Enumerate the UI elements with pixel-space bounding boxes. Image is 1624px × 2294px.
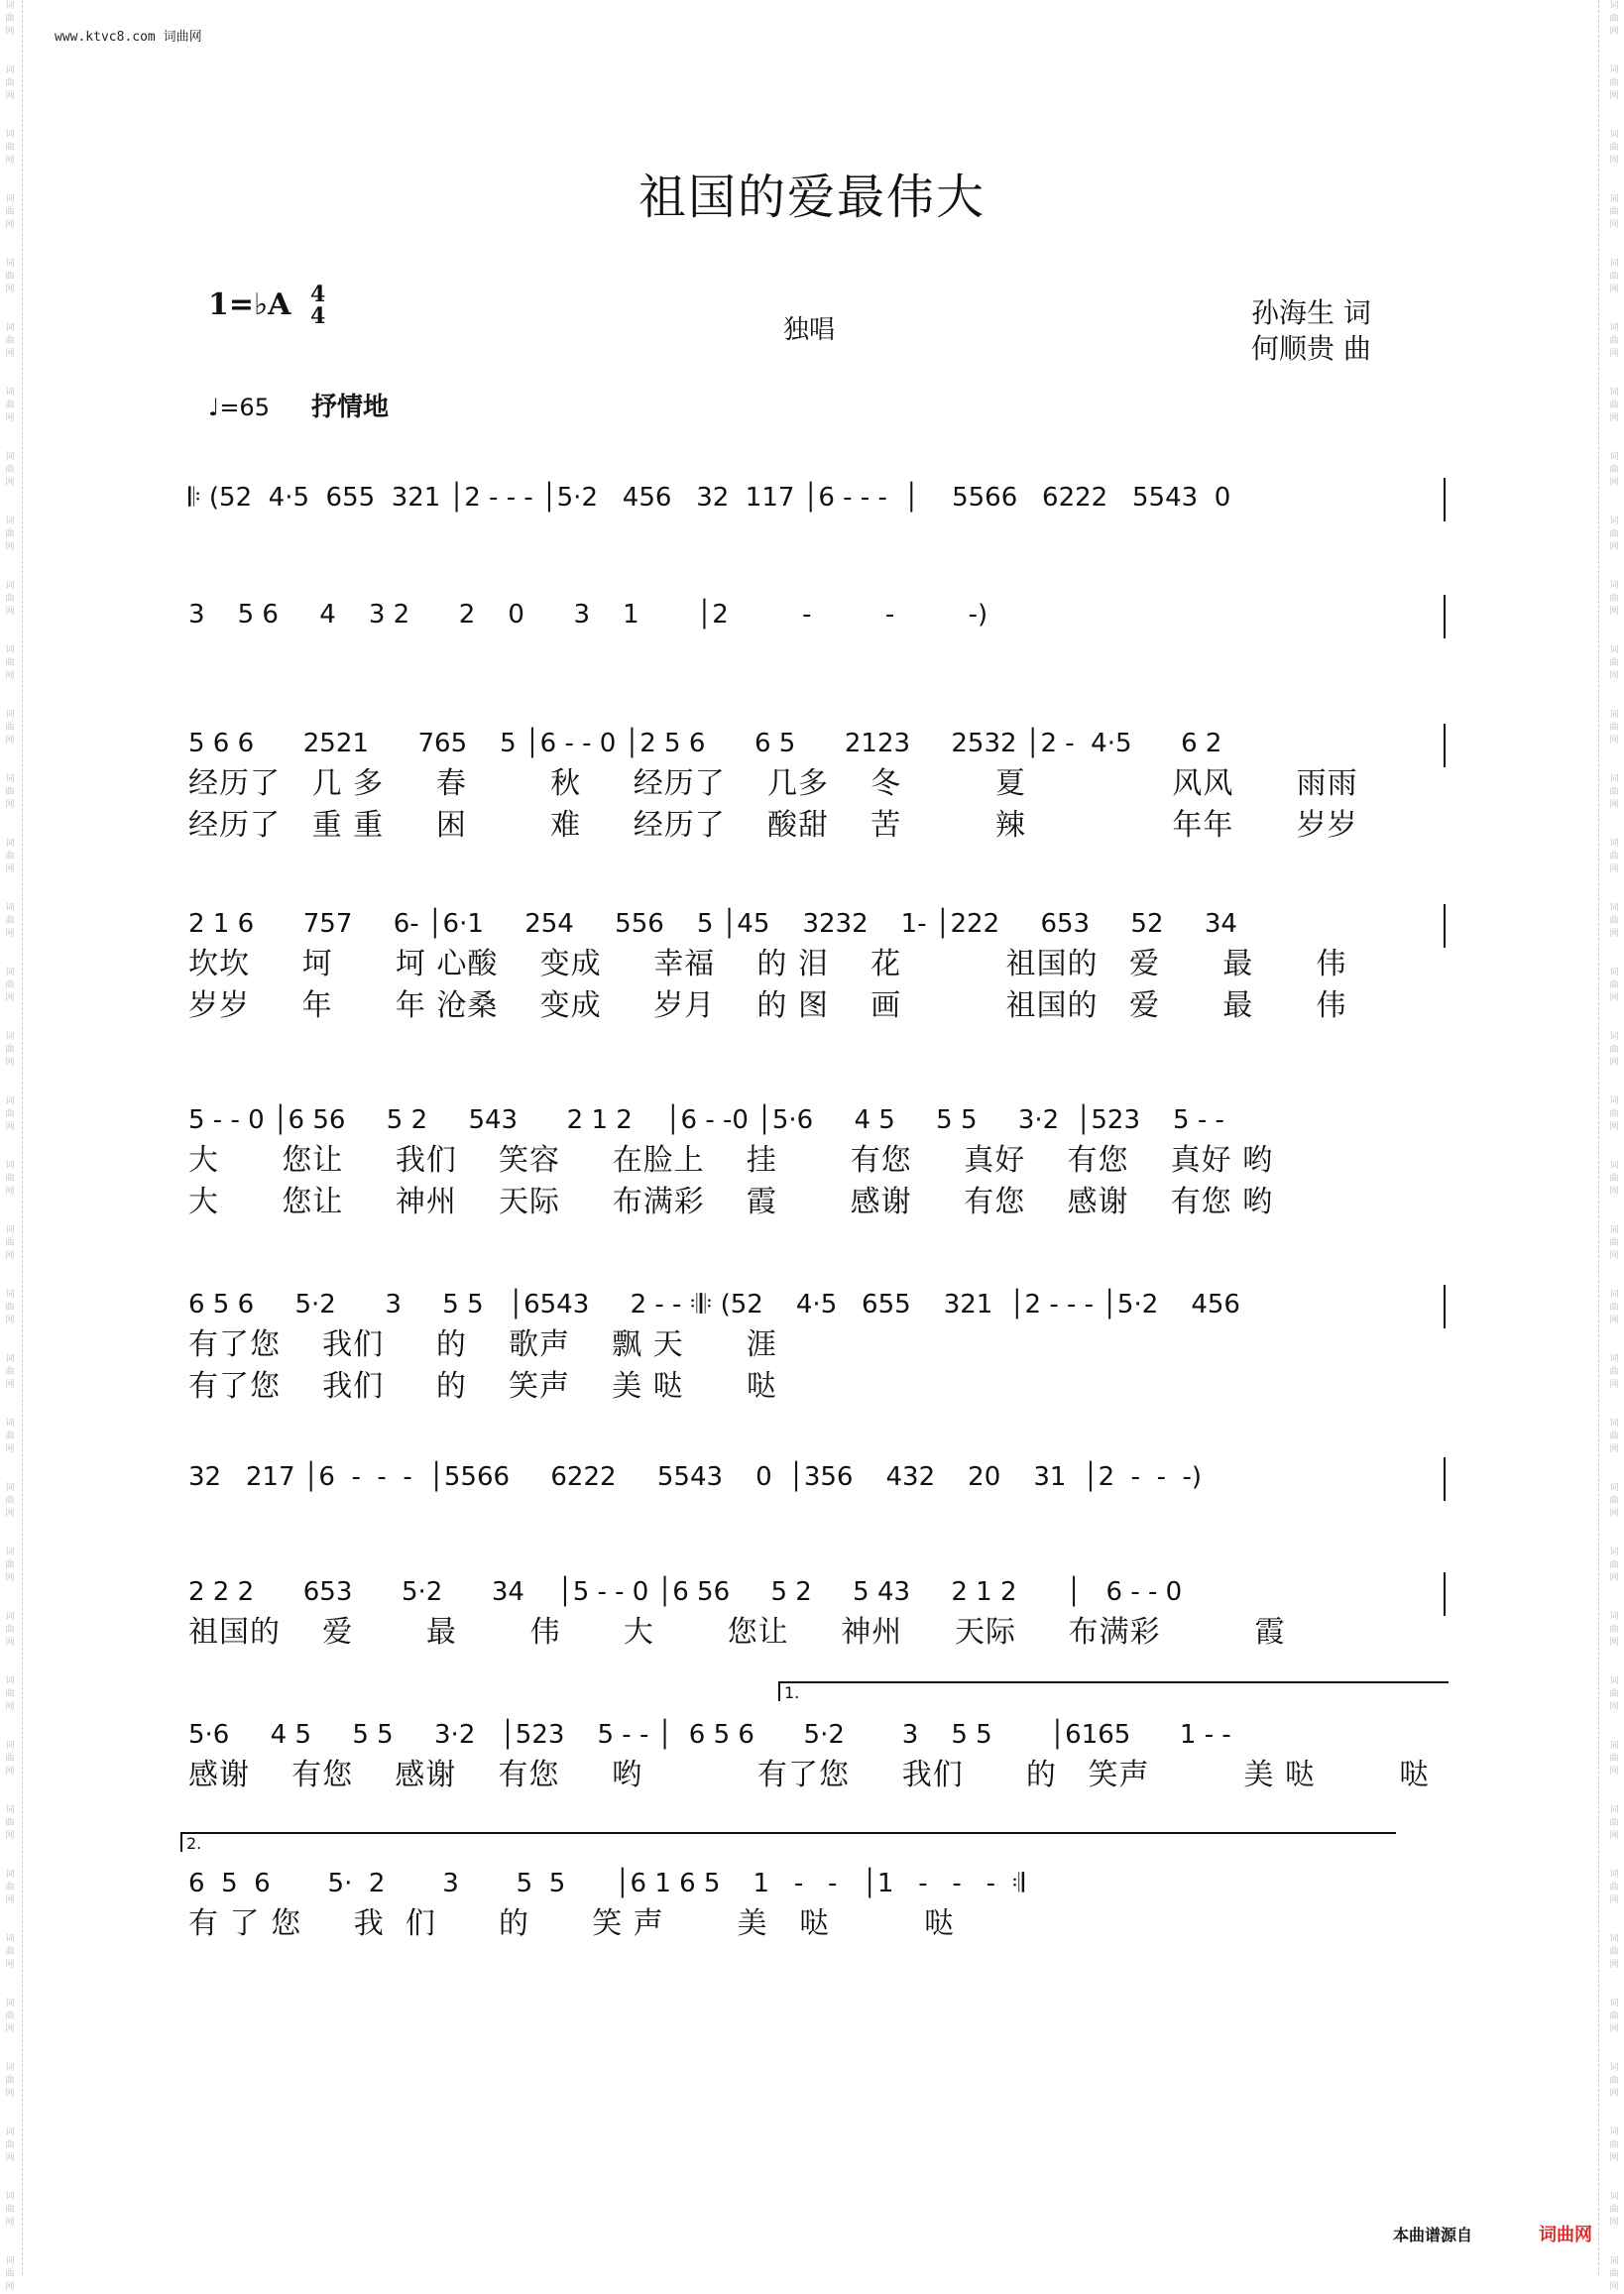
meter-bottom: 4	[310, 303, 326, 329]
second-ending-bracket: 2.	[180, 1832, 1396, 1852]
score-line-8	[188, 1572, 1446, 1654]
notes: 3 5 6 4 3 2 2 0 3 1 │2 - - -)	[188, 600, 988, 630]
lyric-verse-2: 有了您 我们 的 笑声 美 哒 哒	[188, 1369, 777, 1404]
score-line-1	[188, 478, 1446, 517]
score-line-7	[188, 1457, 1446, 1497]
lyric-verse-1: 大 您让 我们 笑容 在脸上 挂 有您 真好 有您 真好 哟	[188, 1143, 1274, 1178]
barline	[1444, 904, 1446, 948]
lyric-verse-1: 祖国的 爱 最 伟 大 您让 神州 天际 布满彩 霞	[188, 1615, 1286, 1650]
barline	[1444, 1285, 1446, 1328]
barline	[1444, 595, 1446, 638]
tempo-marking	[208, 387, 389, 423]
score-line-5	[188, 1100, 1446, 1223]
barline	[1444, 1572, 1446, 1616]
lyric-verse-1: 经历了 几 多 春 秋 经历了 几多 冬 夏 风风 雨雨	[188, 766, 1358, 801]
left-border	[22, 0, 23, 2275]
notes: 2 2 2 653 5·2 34 │5 - - 0 │6 56 5 2 5 43 2 1 2 │ 6 - - 0	[188, 1577, 1183, 1607]
barline	[1444, 478, 1446, 521]
key-signature: 1=♭A	[208, 287, 291, 322]
notes: 6 5 6 5·2 3 5 5 │6543 2 - - 𝄇𝄆 (52 4·5 655 321 │2 - - - │5·2 456	[188, 1290, 1240, 1319]
score-line-10	[188, 1864, 1446, 1945]
expression: 抒情地	[310, 393, 389, 422]
credits	[1251, 295, 1371, 367]
lyric-verse-1: 坎坎 坷 坷 心酸 变成 幸福 的 泪 花 祖国的 爱 最 伟	[188, 947, 1347, 981]
watermark-right: 词 曲 网 词 曲 网 词 曲 网 词 曲 网 词 曲 网 词 曲 网 词 曲 网 词 曲 网 词 曲 网 词 曲 网 词 曲 网 词 曲 网 词 曲 网 词 曲 网 词 曲 网 词 曲 网 词 曲 网 词 曲 网 词 曲 网 词 曲 网 词 曲 网 词 曲 网 词 曲 网 词 曲 网 词 曲 网 词 曲 网 词 曲 网 词 曲 网 词 曲 网 词 曲 网 词 曲 网 词 曲 网 词 曲 网 词 曲 网 词 曲 网 词 曲 网	[1609, 1, 1619, 2292]
notes: 5·6 4 5 5 5 3·2 │523 5 - - │ 6 5 6 5·2 3 5 5 │6165 1 - -	[188, 1720, 1231, 1750]
score-line-6	[188, 1285, 1446, 1408]
score-line-3	[188, 724, 1446, 847]
lyric-verse-2: 大 您让 神州 天际 布满彩 霞 感谢 有您 感谢 有您 哟	[188, 1185, 1274, 1219]
lyric-verse-2: 经历了 重 重 困 难 经历了 酸甜 苦 辣 年年 岁岁	[188, 808, 1358, 843]
lyric-verse-2: 岁岁 年 年 沧桑 变成 岁月 的 图 画 祖国的 爱 最 伟	[188, 988, 1347, 1023]
notes: 6 5 6 5· 2 3 5 5 │6 1 6 5 1 - - │1 - - - 𝄇	[188, 1869, 1025, 1898]
watermark-left: 词 曲 网 词 曲 网 词 曲 网 词 曲 网 词 曲 网 词 曲 网 词 曲 网 词 曲 网 词 曲 网 词 曲 网 词 曲 网 词 曲 网 词 曲 网 词 曲 网 词 曲 网 词 曲 网 词 曲 网 词 曲 网 词 曲 网 词 曲 网 词 曲 网 词 曲 网 词 曲 网 词 曲 网 词 曲 网 词 曲 网 词 曲 网 词 曲 网 词 曲 网 词 曲 网 词 曲 网 词 曲 网 词 曲 网 词 曲 网 词 曲 网 词 曲 网	[5, 1, 15, 2292]
notes: 32 217 │6 - - - │5566 6222 5543 0 │356 432 20 31 │2 - - -)	[188, 1462, 1203, 1492]
barline	[1444, 724, 1446, 767]
score-line-9	[188, 1715, 1446, 1796]
notes: 𝄆 (52 4·5 655 321 │2 - - - │5·2 456 32 117 │6 - - - │ 5566 6222 5543 0	[188, 483, 1231, 513]
notes: 2 1 6 757 6- │6·1 254 556 5 │45 3232 1- │222 653 52 34	[188, 909, 1237, 939]
right-border	[1598, 0, 1599, 2275]
score-line-2	[188, 595, 1446, 634]
time-signature	[310, 284, 325, 327]
source-site-link[interactable]: 词曲网	[1539, 2225, 1592, 2245]
song-title: 祖国的爱最伟大	[638, 170, 986, 225]
lyricist: 孙海生 词	[1251, 296, 1371, 329]
site-url[interactable]: www.ktvc8.com 词曲网	[55, 30, 202, 45]
meter-top: 4	[310, 282, 326, 307]
performance-type: 独唱	[783, 315, 836, 345]
barline	[1444, 1457, 1446, 1501]
first-ending-bracket: 1.	[778, 1681, 1449, 1701]
notes: 5 6 6 2521 765 5 │6 - - 0 │2 5 6 6 5 2123 2532 │2 - 4·5 6 2	[188, 729, 1222, 758]
lyric-verse-1: 有了您 我们 的 歌声 飘 天 涯	[188, 1327, 777, 1362]
lyric-verse-1: 有 了 您 我 们 的 笑 声 美 哒 哒	[188, 1906, 955, 1941]
notes: 5 - - 0 │6 56 5 2 543 2 1 2 │6 - -0 │5·6 4 5 5 5 3·2 │523 5 - -	[188, 1105, 1233, 1135]
tempo-value: ♩=65	[208, 394, 270, 421]
composer: 何顺贵 曲	[1251, 332, 1371, 365]
lyric-verse-1: 感谢 有您 感谢 有您 哟 有了您 我们 的 笑声 美 哒 哒	[188, 1758, 1431, 1792]
source-label: 本曲谱源自	[1393, 2226, 1473, 2244]
score-line-4	[188, 904, 1446, 1027]
